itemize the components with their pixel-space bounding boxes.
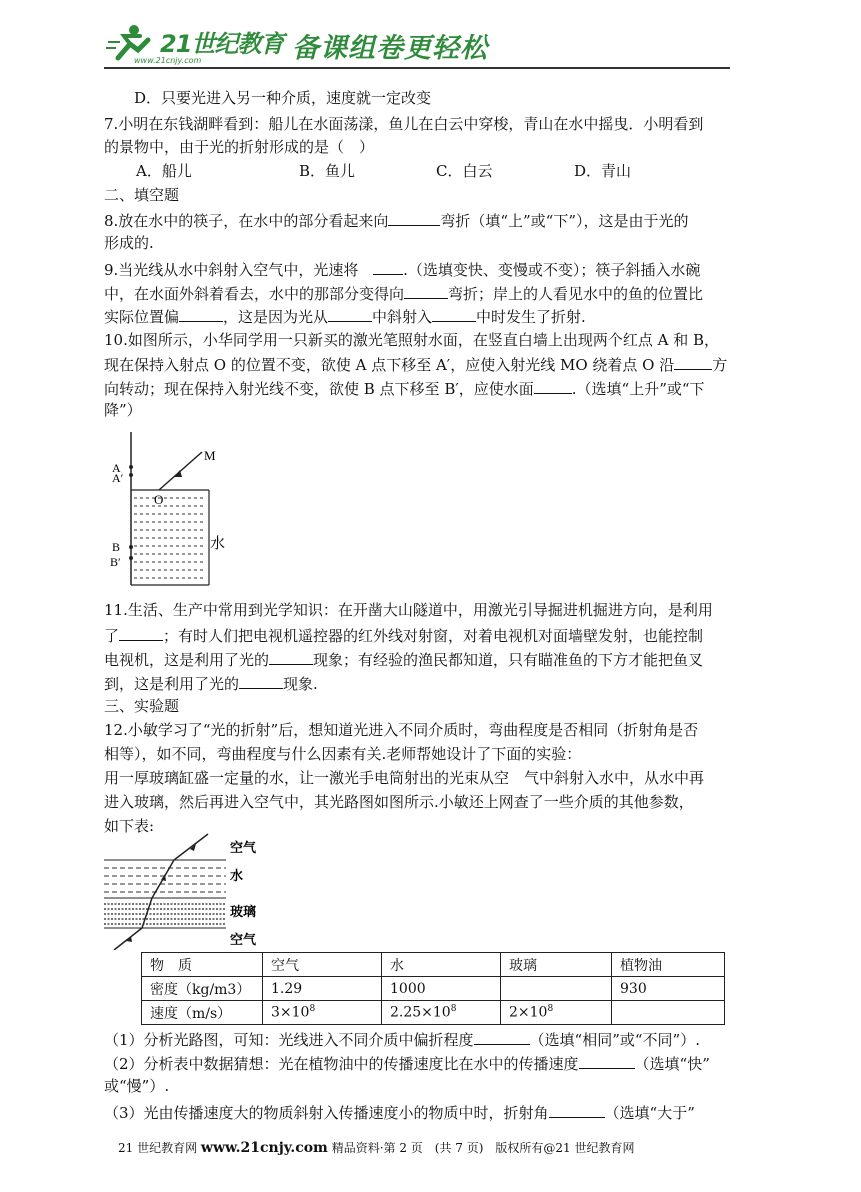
speed-base: 2.25×10 — [390, 1004, 451, 1021]
q9-line2 — [104, 282, 703, 304]
table-cell — [501, 1001, 612, 1025]
q11-text-b: ；有时人们把电视机遥控器的红外线对射窗，对着电视机对面墙壁发射，也能控制 — [163, 627, 704, 645]
footer-site: 21 世纪教育网 — [118, 1141, 198, 1155]
q9-text-c: 中，在水面外斜着看去，水中的那部分变得向 — [104, 285, 405, 303]
q11-line1: 11.生活、生产中常用到光学知识：在开凿大山隧道中，用激光引导掘进机掘进方向，是利用 — [104, 601, 713, 619]
speed-exp: 8 — [547, 1004, 554, 1015]
medium-properties-table — [141, 952, 725, 1025]
q12-sub1-text-b: （选填“相同”或“不同”）. — [529, 1031, 700, 1049]
q11-text-c: 电视机，这是利用了光的 — [104, 651, 270, 669]
q10-text-c: 向转动；现在保持入射光线不变，欲使 B 点下移至 B′，应使水面 — [104, 380, 534, 398]
q8-text-b: 弯折（填“上”或“下”），这是由于光的 — [440, 212, 689, 230]
q12-line5: 如下表: — [104, 817, 155, 835]
header-slogan: 备课组卷更轻松 — [292, 33, 488, 64]
refraction-figure — [104, 832, 274, 950]
q9-text-g: 中斜射入 — [372, 308, 433, 326]
q7-stem-line2: 的景物中，由于光的折射形成的是（ ） — [104, 138, 375, 156]
laser-water-figure — [104, 430, 264, 590]
q10-blank-1[interactable] — [674, 353, 712, 370]
density-label-cell: 密度（kg/m3） — [142, 977, 263, 1001]
q10-text-a: 现在保持入射点 O 的位置不变，欲使 A 点下移至 A′，应使入射光线 MO 绕着点 O 沿 — [104, 356, 675, 374]
q10-line1: 10.如图所示，小华同学用一只新买的激光笔照射水面，在竖直白墙上出现两个红点 A 和 B， — [104, 331, 720, 349]
header-divider — [104, 67, 730, 69]
table-header-cell: 水 — [382, 953, 501, 977]
table-header-row — [142, 953, 725, 977]
q11-text-d: 现象；有经验的渔民都知道，只有瞄准鱼的下方才能把鱼叉 — [313, 651, 704, 669]
q8-blank-1[interactable] — [388, 209, 440, 226]
q9-text-b: .（选填变快、变慢或不变）；筷子斜插入水碗 — [403, 261, 701, 279]
fig-label-b: B — [112, 540, 121, 554]
table-cell: 1000 — [382, 977, 501, 1001]
table-row — [142, 1001, 725, 1025]
fig-label-water: 水 — [230, 869, 244, 884]
q9-blank-3[interactable] — [179, 305, 223, 322]
q9-text-e: 实际位置偏 — [104, 308, 180, 326]
q11-blank-1[interactable] — [119, 624, 163, 641]
q7-option-c: C．白云 — [436, 162, 493, 180]
q12-sub1-text-a: （1）分析光路图，可知：光线进入不同介质中偏折程度 — [104, 1031, 474, 1049]
q12-line3: 用一厚玻璃缸盛一定量的水，让一激光手电筒射出的光束从空 气中斜射入水中，从水中再 — [104, 769, 705, 787]
table-header-cell: 物 质 — [142, 953, 263, 977]
q10-blank-2[interactable] — [534, 377, 572, 394]
q9-line3 — [104, 305, 586, 327]
page-header — [104, 20, 730, 72]
q12-sub3-blank[interactable] — [549, 1101, 605, 1118]
fig-label-air-bottom: 空气 — [230, 933, 257, 948]
q9-line1 — [104, 258, 700, 280]
q12-sub2-blank[interactable] — [579, 1052, 635, 1069]
q12-line2: 相等），如不同，弯曲程度与什么因素有关.老师帮她设计了下面的实验： — [104, 745, 582, 763]
q12-sub3-text-b: （选填“大于” — [604, 1104, 695, 1122]
fig-label-glass: 玻璃 — [230, 905, 257, 920]
q12-sub2-cont: 或“慢”）. — [104, 1077, 170, 1095]
logo-text: 21世纪教育 — [160, 30, 284, 58]
footer-url[interactable]: www.21cnjy.com — [200, 1140, 328, 1156]
q11-blank-2[interactable] — [269, 648, 313, 665]
q11-text-a: 了 — [104, 627, 120, 645]
fig-label-a: A — [112, 461, 121, 475]
q12-sub2-text-a: （2）分析表中数据猜想：光在植物油中的传播速度比在水中的传播速度 — [104, 1055, 579, 1073]
q12-sub3 — [104, 1101, 695, 1123]
q12-sub1-blank[interactable] — [474, 1028, 530, 1045]
table-cell — [263, 1001, 382, 1025]
q8-line1 — [104, 209, 689, 231]
table-cell — [382, 1001, 501, 1025]
q9-blank-1[interactable] — [373, 258, 403, 275]
q7-option-d: D．青山 — [574, 162, 632, 180]
footer-page-info: 精品资料·第 2 页 (共 7 页) 版权所有@21 世纪教育网 — [331, 1141, 635, 1155]
q9-text-h: 中时发生了折射. — [476, 308, 586, 326]
fig-label-air-top: 空气 — [230, 841, 257, 856]
q9-text-f: ，这是因为光从 — [223, 308, 329, 326]
section-experiment: 三、实验题 — [104, 697, 180, 715]
q9-blank-2[interactable] — [404, 282, 448, 299]
speed-label-cell: 速度（m/s） — [142, 1001, 263, 1025]
q11-line4 — [104, 672, 318, 694]
q7-option-a: A．船儿 — [136, 162, 192, 180]
q9-text-a: 9.当光线从水中斜射入空气中，光速将 — [104, 261, 364, 279]
q12-sub3-text-a: （3）光由传播速度大的物质斜射入传播速度小的物质中时，折射角 — [104, 1104, 549, 1122]
speed-exp: 8 — [450, 1004, 457, 1015]
q10-text-b: 方 — [712, 356, 728, 374]
q10-line4: 降”） — [104, 401, 142, 419]
q10-line3 — [104, 377, 705, 399]
q9-blank-4[interactable] — [328, 305, 372, 322]
q7-option-b: B．鱼儿 — [299, 162, 356, 180]
q11-text-e: 到，这是利用了光的 — [104, 675, 240, 693]
q6-option-d: D．只要光进入另一种介质，速度就一定改变 — [134, 89, 432, 107]
table-cell — [501, 977, 612, 1001]
q12-sub2 — [104, 1052, 710, 1074]
q11-text-f: 现象. — [283, 675, 318, 693]
q11-line3 — [104, 648, 703, 670]
q8-text-a: 8.放在水中的筷子，在水中的部分看起来向 — [104, 212, 389, 230]
logo-url: www.21cnjy.com — [134, 56, 202, 65]
fig-label-o: O — [154, 492, 164, 507]
q12-sub1 — [104, 1028, 700, 1050]
fig-label-water: 水 — [210, 534, 226, 552]
section-fill-in: 二、填空题 — [104, 186, 180, 204]
q10-text-d: .（选填“上升”或“下 — [571, 380, 705, 398]
speed-base: 2×10 — [509, 1004, 548, 1021]
q9-text-d: 弯折；岸上的人看见水中的鱼的位置比 — [448, 285, 704, 303]
q10-line2 — [104, 353, 727, 375]
q8-line2: 形成的. — [104, 234, 154, 252]
q11-blank-3[interactable] — [239, 672, 283, 689]
q12-line1: 12.小敏学习了“光的折射”后，想知道光进入不同介质时，弯曲程度是否相同（折射角是否 — [104, 721, 699, 739]
q9-blank-5[interactable] — [432, 305, 476, 322]
speed-base: 3×10 — [271, 1004, 310, 1021]
speed-exp: 8 — [309, 1004, 316, 1015]
table-header-cell: 空气 — [263, 953, 382, 977]
fig-label-m: M — [204, 448, 216, 463]
table-cell: 930 — [612, 977, 725, 1001]
q12-line4: 进入玻璃，然后再进入空气中，其光路图如图所示.小敏还上网查了一些介质的其他参数， — [104, 793, 694, 811]
q11-line2 — [104, 624, 703, 646]
fig-label-b-prime: B′ — [110, 555, 121, 569]
q12-sub2-text-b: （选填“快” — [634, 1055, 710, 1073]
table-cell: 1.29 — [263, 977, 382, 1001]
fig-label-a-prime: A′ — [112, 471, 124, 485]
table-row — [142, 977, 725, 1001]
q7-stem-line1: 7.小明在东钱湖畔看到：船儿在水面荡漾，鱼儿在白云中穿梭，青山在水中摇曳．小明看到 — [104, 115, 704, 133]
page-footer — [118, 1139, 635, 1156]
table-cell — [612, 1001, 725, 1025]
table-header-cell: 植物油 — [612, 953, 725, 977]
table-header-cell: 玻璃 — [501, 953, 612, 977]
